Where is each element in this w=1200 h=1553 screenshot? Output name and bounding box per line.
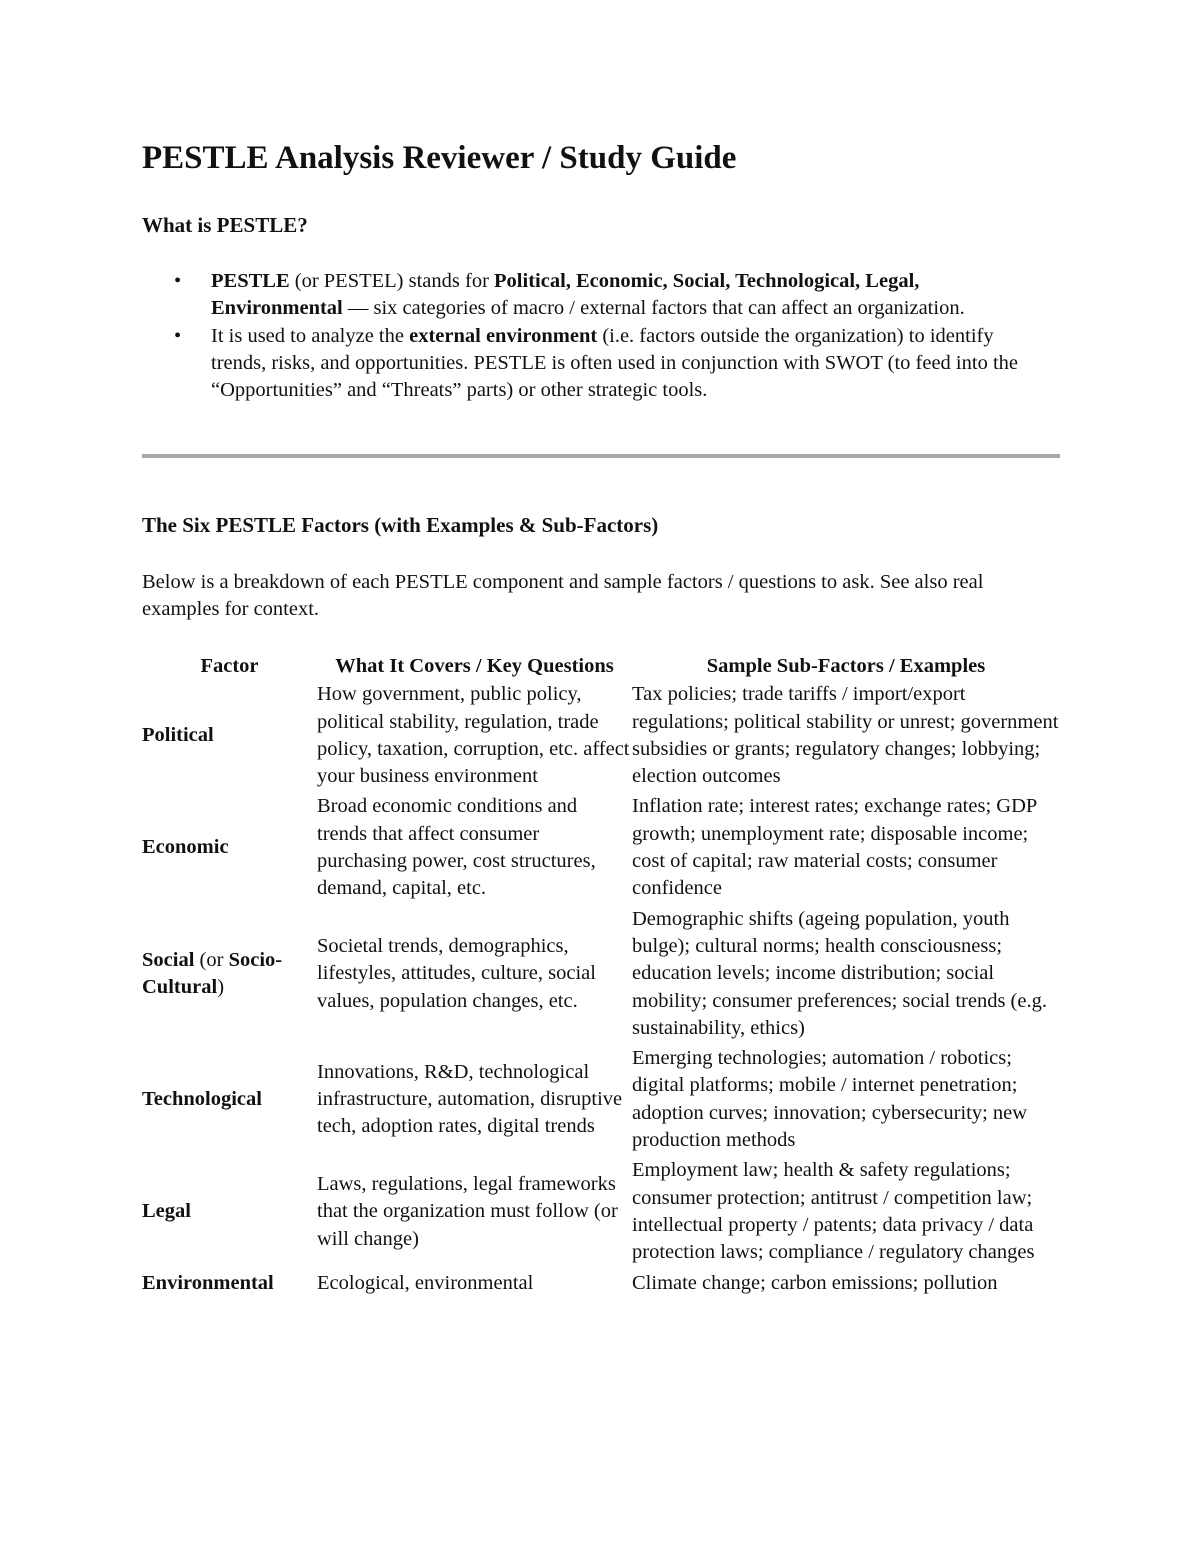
row-examples: Employment law; health & safety regulations; consumer protection; antitrust / competition law; intellectual property / patents; data privacy / data protection laws; compliance / regulatory changes — [632, 1159, 1035, 1264]
page-title: PESTLE Analysis Reviewer / Study Guide — [142, 140, 737, 176]
list-item — [142, 323, 1052, 405]
list-item — [142, 268, 1052, 323]
row-covers: Societal trends, demographics, lifestyles, attitudes, culture, social values, population changes, etc. — [317, 934, 596, 1012]
table-row — [142, 1269, 1060, 1299]
table-row — [142, 1044, 1060, 1156]
section-heading-six-factors: The Six PESTLE Factors (with Examples & Sub-Factors) — [142, 513, 659, 537]
table-row — [142, 1156, 1060, 1268]
pestle-table — [142, 653, 1060, 1299]
table-header-row — [142, 653, 1060, 680]
row-examples: Emerging technologies; automation / robotics; digital platforms; mobile / internet penetration; adoption curves; innovation; cybersecurity; new production methods — [632, 1047, 1028, 1152]
bullet-icon: • — [174, 324, 182, 347]
row-covers: Laws, regulations, legal frameworks that the organization must follow (or will change) — [317, 1172, 618, 1250]
row-examples: Inflation rate; interest rates; exchange rates; GDP growth; unemployment rate; disposable income; cost of capital; raw material costs; consumer confidence — [632, 795, 1037, 900]
definition-list — [142, 268, 1052, 404]
row-factor: Political — [142, 724, 214, 747]
term-external-environment: external environment — [409, 324, 598, 347]
bullet2-text1: It is used to analyze the — [211, 324, 410, 347]
bullet1-text1: (or PESTEL) stands for — [289, 270, 495, 292]
header-covers: What It Covers / Key Questions — [335, 655, 614, 677]
row-examples: Tax policies; trade tariffs / import/export regulations; political stability or unrest; government subsidies or grants; regulatory changes; lobbying; election outcomes — [632, 683, 1059, 788]
factor-close-paren: ) — [217, 975, 225, 998]
factor-or: (or — [194, 948, 229, 971]
intro-paragraph: Below is a breakdown of each PESTLE component and sample factors / questions to ask. See also real examples for context. — [142, 571, 984, 621]
factor-socio-cultural: Socio-Cultural — [142, 948, 283, 998]
row-covers: Ecological, environmental — [317, 1271, 534, 1294]
header-examples: Sample Sub-Factors / Examples — [706, 655, 986, 677]
bullet-icon: • — [174, 270, 182, 292]
row-factor — [142, 905, 317, 1044]
table-row — [142, 680, 1060, 792]
term-pestle: PESTLE — [211, 270, 290, 292]
row-covers: Broad economic conditions and trends that affect consumer purchasing power, cost structures, demand, capital, etc. — [317, 795, 596, 900]
row-factor: Legal — [142, 1200, 191, 1223]
bullet1-text2: — six categories of macro / external factors that can affect an organization. — [342, 297, 965, 320]
factor-list: Political, Economic, Social, Technological, Legal, Environmental — [211, 270, 920, 320]
section-divider — [142, 454, 1060, 458]
factor-social: Social — [142, 948, 195, 971]
row-factor: Technological — [142, 1088, 262, 1111]
table-row — [142, 792, 1060, 904]
section-heading-what-is: What is PESTLE? — [142, 213, 308, 237]
row-covers: How government, public policy, political stability, regulation, trade policy, taxation, corruption, etc. affect your business environment — [317, 683, 630, 788]
row-factor: Economic — [142, 836, 229, 859]
header-factor: Factor — [200, 655, 259, 677]
bullet2-text2: (i.e. factors outside the organization) to identify trends, risks, and opportunities. PESTLE is often used in conjunction with SWOT (to feed into the “Opportunities” and “Threats” parts) or other strategic tools. — [211, 324, 1018, 402]
row-examples: Demographic shifts (ageing population, youth bulge); cultural norms; health consciousness; education levels; income distribution; social mobility; consumer preferences; social trends (e.g. sustainability, ethics) — [632, 907, 1047, 1039]
row-covers: Innovations, R&D, technological infrastructure, automation, disruptive tech, adoption rates, digital trends — [317, 1060, 623, 1138]
table-row — [142, 905, 1060, 1044]
row-factor: Environmental — [142, 1271, 274, 1294]
row-examples: Climate change; carbon emissions; pollution — [632, 1271, 998, 1294]
